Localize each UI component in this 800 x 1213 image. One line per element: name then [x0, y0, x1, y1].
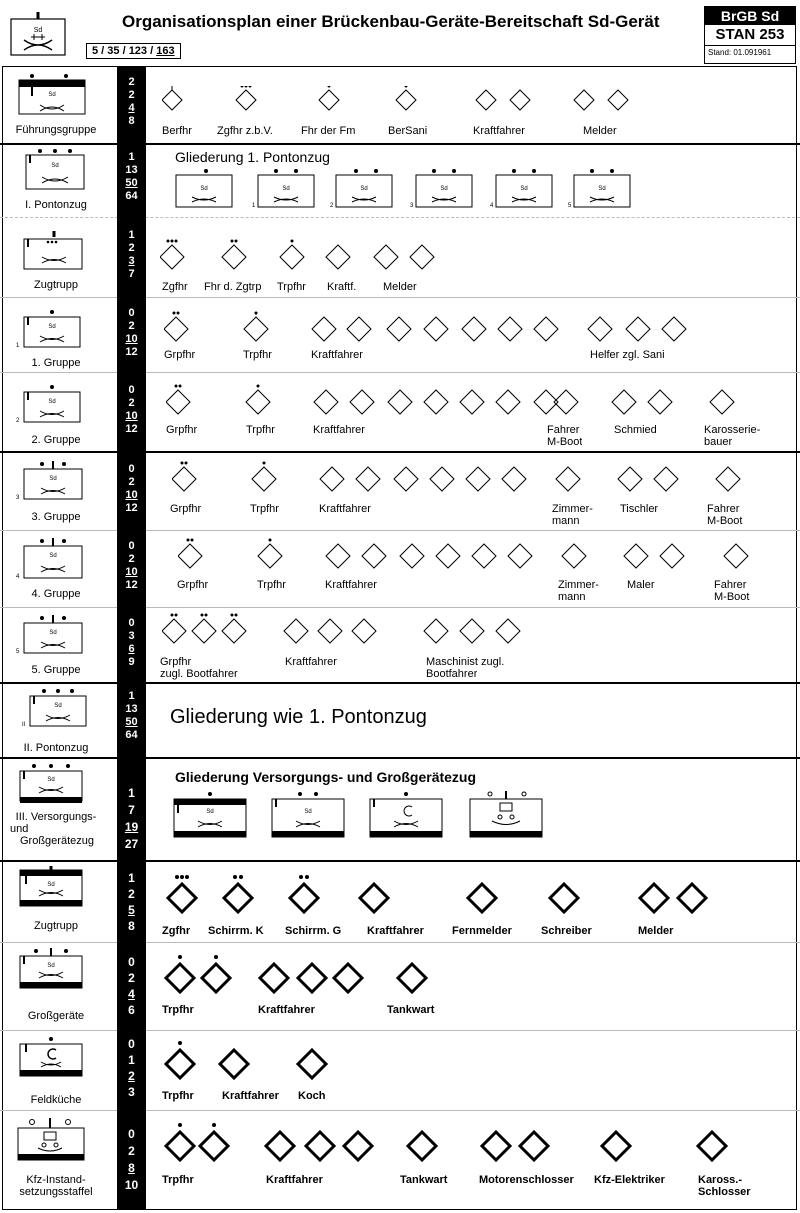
svg-text:Sd: Sd	[48, 92, 56, 98]
supply-platoon-symbol	[18, 763, 88, 807]
row-4-gruppe	[0, 530, 800, 607]
row-1-pontonzug	[0, 143, 800, 217]
member-zgfhr: Zgfhr	[162, 281, 188, 293]
row-2-gruppe	[0, 372, 800, 451]
member-tankwart: Tankwart	[387, 1004, 435, 1016]
zugtrupp-symbol	[18, 866, 88, 910]
member-schirrm-g: Schirrm. G	[285, 925, 342, 937]
row-label: II. Pontonzug	[23, 742, 89, 754]
member-symbols	[162, 86, 642, 120]
number-box	[86, 43, 181, 59]
strength-column: 0 2 4 6	[117, 942, 146, 1030]
sd-label: Sd	[33, 27, 43, 34]
member-trpfhr: Trpfhr	[243, 349, 272, 361]
svg-text:Sd: Sd	[49, 630, 57, 636]
row-label: Führungsgruppe	[15, 124, 97, 136]
row-2-pontonzug	[0, 682, 800, 757]
row-label: 1. Gruppe	[31, 357, 81, 369]
member-karosserie: Karosserie-	[704, 424, 761, 436]
row-zugtrupp-versorgung	[0, 860, 800, 942]
strength-column: 1 13 50 64	[117, 682, 146, 757]
member-tischler: Tischler	[620, 503, 659, 515]
member-kraftfahrer: Kraftfahrer	[473, 125, 525, 137]
svg-text:Sd: Sd	[360, 186, 368, 192]
svg-text:Sd: Sd	[440, 186, 448, 192]
member-schlosser: Schlosser	[698, 1186, 751, 1198]
member-fhr-zgtrp: Fhr d. Zgtrp	[204, 281, 262, 293]
member-kfz-elektriker: Kfz-Elektriker	[594, 1174, 665, 1186]
member-zgfhr: Zgfhr z.b.V.	[217, 125, 273, 137]
member-kraftf: Kraftf.	[327, 281, 357, 293]
strength-column: 1 13 50 64	[117, 143, 146, 217]
member-kraftfahrer: Kraftfahrer	[367, 925, 424, 937]
strength-column: 2 2 4 8	[117, 66, 146, 143]
member-grpfhr: Grpfhr	[177, 579, 209, 591]
member-trpfhr: Trpfhr	[250, 503, 279, 515]
member-bauer: bauer	[704, 436, 733, 448]
strength-column: 0 2 10 12	[117, 297, 146, 372]
strength-column: 1 7 19 27	[117, 757, 146, 860]
svg-text:Sd: Sd	[47, 882, 55, 888]
pontonzug-heading: Gliederung 1. Pontonzug	[175, 149, 330, 165]
svg-text:5: 5	[16, 649, 20, 655]
svg-text:Sd: Sd	[200, 186, 208, 192]
header	[0, 0, 800, 66]
row-label: Kfz-Instand- setzungsstaffel	[19, 1174, 93, 1198]
member-fahrer: Fahrer	[547, 424, 580, 436]
field-kitchen-symbol	[18, 1036, 88, 1080]
zugtrupp-symbol	[22, 229, 86, 271]
svg-text:Sd: Sd	[282, 186, 290, 192]
row-feldkueche	[0, 1030, 800, 1110]
member-kraftfahrer: Kraftfahrer	[258, 1004, 315, 1016]
number-prefix: 5 / 35 / 123 /	[92, 45, 157, 57]
svg-text:Sd: Sd	[49, 476, 57, 482]
svg-text:II: II	[22, 722, 26, 728]
row-3-gruppe	[0, 451, 800, 530]
member-symbols	[172, 461, 772, 495]
member-schirrm-k: Schirrm. K	[208, 925, 264, 937]
member-symbols	[162, 613, 542, 647]
badge-stand: Stand: 01.091961	[708, 48, 772, 57]
member-berfhr: Berfhr	[162, 125, 192, 137]
member-motorenschlosser: Motorenschlosser	[479, 1174, 574, 1186]
row-label: III. Versorgungs- und Großgerätezug	[10, 811, 97, 847]
row-3-versorgungszug	[0, 757, 800, 860]
member-kraftfahrer: Kraftfahrer	[266, 1174, 323, 1186]
member-m-boot: M-Boot	[547, 436, 583, 448]
row-kfz-instandsetzung	[0, 1110, 800, 1210]
member-kraftfahrer: Kraftfahrer	[311, 349, 363, 361]
group-symbol	[14, 538, 86, 580]
svg-text:Sd: Sd	[49, 553, 57, 559]
member-symbols	[162, 1040, 362, 1086]
member-helfer: Helfer zgl. Sani	[590, 349, 665, 361]
svg-text:Sd: Sd	[48, 324, 56, 330]
stan-badge	[704, 6, 796, 64]
member-trpfhr: Trpfhr	[277, 281, 306, 293]
member-bootfahrer-note: zugl. Bootfahrer	[160, 668, 238, 680]
member-bootfahrer: Bootfahrer	[426, 668, 478, 680]
svg-text:1: 1	[252, 203, 256, 209]
strength-column: 0 2 8 10	[117, 1110, 146, 1210]
group-symbol	[14, 309, 84, 349]
member-symbols	[178, 538, 768, 572]
member-fahrer: Fahrer	[714, 579, 747, 591]
member-trpfhr: Trpfhr	[162, 1090, 194, 1102]
member-m-boot: M-Boot	[714, 591, 750, 603]
member-trpfhr: Trpfhr	[162, 1174, 194, 1186]
member-symbols	[164, 311, 704, 345]
member-maler: Maler	[627, 579, 655, 591]
member-melder: Melder	[583, 125, 617, 137]
row-label: Feldküche	[30, 1094, 82, 1106]
member-zimmer: Zimmer-	[558, 579, 599, 591]
member-schreiber: Schreiber	[541, 925, 592, 937]
svg-text:Sd: Sd	[51, 163, 59, 169]
pontonzug-2-heading: Gliederung wie 1. Pontonzug	[170, 706, 427, 728]
member-tankwart: Tankwart	[400, 1174, 448, 1186]
member-trpfhr: Trpfhr	[257, 579, 286, 591]
row-label: 2. Gruppe	[31, 434, 81, 446]
row-label: 4. Gruppe	[31, 588, 81, 600]
platoon-symbol	[22, 688, 90, 728]
member-fhr-fm: Fhr der Fm	[301, 125, 356, 137]
heavy-equipment-symbol	[18, 948, 88, 992]
svg-text:Sd: Sd	[47, 963, 55, 969]
member-kraftfahrer: Kraftfahrer	[313, 424, 365, 436]
member-mann: mann	[558, 591, 586, 603]
member-kraftfahrer: Kraftfahrer	[222, 1090, 279, 1102]
page-title: Organisationsplan einer Brückenbau-Geräte-Bereitschaft Sd-Gerät	[122, 12, 660, 31]
member-fernmelder: Fernmelder	[452, 925, 512, 937]
group-symbol	[14, 461, 86, 501]
svg-text:Sd: Sd	[47, 777, 55, 783]
platoon-symbol	[22, 149, 86, 191]
svg-text:4: 4	[16, 574, 20, 580]
row-label: Zugtrupp	[33, 279, 79, 291]
member-koch: Koch	[298, 1090, 326, 1102]
strength-column: 0 1 2 3	[117, 1030, 146, 1110]
bridge-unit-symbol	[10, 10, 66, 56]
member-zgfhr: Zgfhr	[162, 925, 191, 937]
svg-text:Sd: Sd	[206, 809, 214, 815]
svg-text:Sd: Sd	[304, 809, 312, 815]
member-zimmer: Zimmer-	[552, 503, 593, 515]
member-symbols	[166, 384, 766, 418]
svg-text:2: 2	[330, 203, 334, 209]
member-melder: Melder	[638, 925, 674, 937]
group-symbol	[14, 384, 84, 424]
sub-unit-symbols	[172, 791, 552, 845]
member-bersani: BerSani	[388, 125, 428, 137]
member-schmied: Schmied	[614, 424, 657, 436]
badge-main: STAN 253	[705, 25, 795, 46]
svg-text:2: 2	[16, 418, 20, 424]
member-grpfhr: Grpfhr	[166, 424, 198, 436]
member-m-boot: M-Boot	[707, 515, 743, 527]
member-symbols	[164, 874, 724, 920]
member-grpfhr: Grpfhr	[160, 656, 192, 668]
svg-text:3: 3	[16, 495, 20, 501]
row-grossgeraete	[0, 942, 800, 1030]
member-trpfhr: Trpfhr	[162, 1004, 194, 1016]
strength-column: 1 2 3 7	[117, 217, 146, 297]
row-5-gruppe	[0, 607, 800, 682]
svg-text:4: 4	[490, 203, 494, 209]
strength-column: 1 2 5 8	[117, 860, 146, 942]
member-mann: mann	[552, 515, 580, 527]
svg-text:Sd: Sd	[48, 399, 56, 405]
group-symbol	[14, 615, 86, 655]
member-grpfhr: Grpfhr	[170, 503, 202, 515]
member-kaross: Kaross.-	[698, 1174, 743, 1186]
sub-unit-symbols	[172, 169, 642, 211]
member-symbols	[162, 954, 462, 1000]
row-label: Zugtrupp	[33, 920, 79, 932]
member-kraftfahrer: Kraftfahrer	[285, 656, 337, 668]
member-symbols	[162, 1122, 752, 1168]
member-fahrer: Fahrer	[707, 503, 740, 515]
member-maschinist: Maschinist zugl.	[426, 656, 505, 668]
badge-top: BrGB Sd	[705, 7, 795, 25]
member-symbols	[160, 239, 460, 273]
svg-text:5: 5	[568, 203, 572, 209]
strength-column: 0 2 10 12	[117, 530, 146, 607]
row-label: Großgeräte	[27, 1010, 85, 1022]
number-total: 163	[156, 45, 175, 57]
hq-unit-symbol	[18, 74, 88, 118]
member-kraftfahrer: Kraftfahrer	[325, 579, 377, 591]
row-label: 5. Gruppe	[31, 664, 81, 676]
strength-column: 0 2 10 12	[117, 451, 146, 530]
row-label: I. Pontonzug	[25, 199, 87, 211]
svg-text:Sd: Sd	[520, 186, 528, 192]
member-kraftfahrer: Kraftfahrer	[319, 503, 371, 515]
svg-text:Sd: Sd	[54, 703, 62, 709]
versorgungszug-heading: Gliederung Versorgungs- und Großgerätezug	[175, 769, 477, 785]
strength-column: 0 3 6 9	[117, 607, 146, 682]
member-grpfhr: Grpfhr	[164, 349, 196, 361]
row-fuehrungsgruppe	[0, 66, 800, 143]
row-zugtrupp	[0, 217, 800, 297]
svg-text:3: 3	[410, 203, 414, 209]
strength-column: 0 2 10 12	[117, 372, 146, 451]
svg-text:Sd: Sd	[598, 186, 606, 192]
member-trpfhr: Trpfhr	[246, 424, 275, 436]
row-label: 3. Gruppe	[31, 511, 81, 523]
svg-text:1: 1	[16, 343, 20, 349]
repair-squad-symbol	[16, 1118, 90, 1166]
member-melder: Melder	[383, 281, 417, 293]
row-1-gruppe	[0, 297, 800, 372]
